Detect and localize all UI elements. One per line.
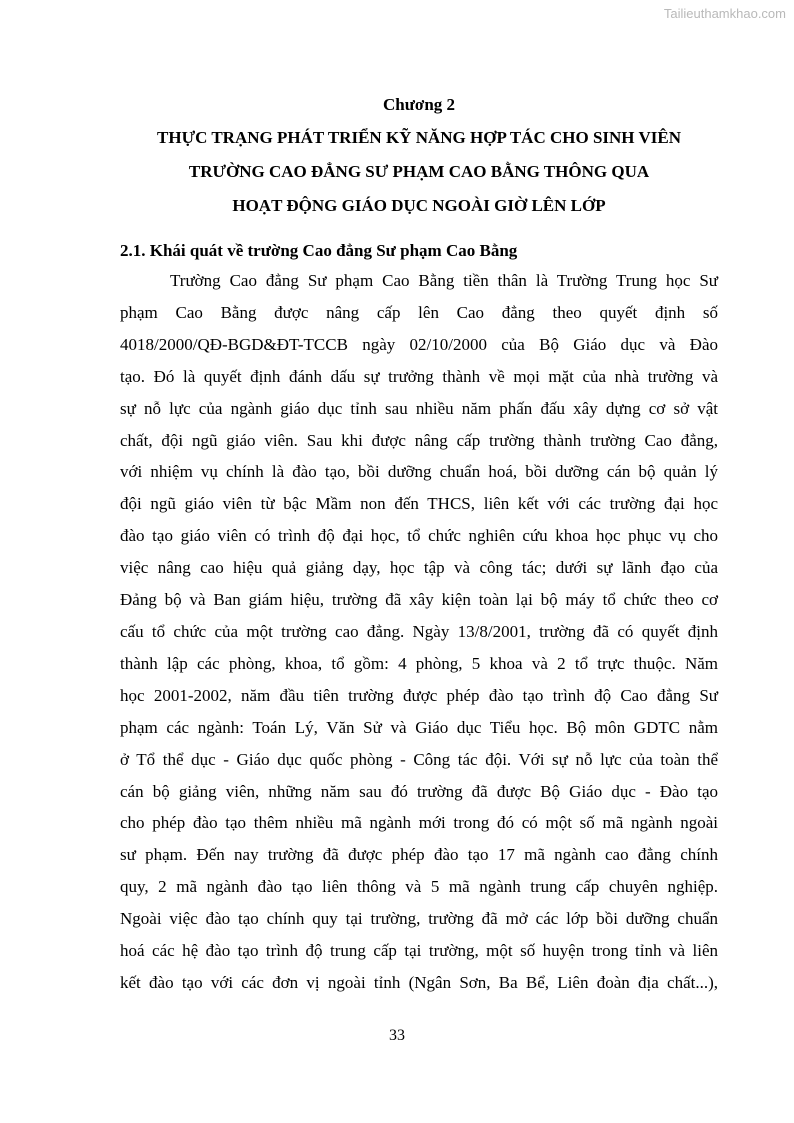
- paragraph-line: với nhiệm vụ chính là đào tạo, bồi dưỡng chuẩn hoá, bồi dưỡng cán bộ quản lý: [120, 462, 718, 482]
- paragraph-line: cán bộ giảng viên, những năm sau đó trường đã được Bộ Giáo dục - Đào tạo: [120, 781, 718, 801]
- watermark: Tailieuthamkhao.com: [663, 6, 786, 21]
- paragraph-line: chất, đội ngũ giáo viên. Sau khi được nâng cấp trường thành trường Cao đẳng,: [120, 430, 718, 450]
- chapter-title-line: TRƯỜNG CAO ĐẲNG SƯ PHẠM CAO BẰNG THÔNG QUA: [188, 162, 650, 181]
- paragraph-line: thành lập các phòng, khoa, tổ gồm: 4 phòng, 5 khoa và 2 tổ trực thuộc. Năm: [120, 653, 718, 673]
- paragraph-line: phạm Cao Bằng được nâng cấp lên Cao đẳng theo quyết định số: [120, 302, 718, 322]
- paragraph-line: phạm các ngành: Toán Lý, Văn Sử và Giáo dục Tiểu học. Bộ môn GDTC nằm: [120, 717, 718, 737]
- document-page: [120, 93, 718, 999]
- paragraph-line: việc nâng cao hiệu quả giảng dạy, học tập và công tác; dưới sự lãnh đạo của: [120, 558, 718, 578]
- paragraph-line: sự nỗ lực của ngành giáo dục tỉnh sau nhiều năm phấn đấu xây dựng cơ sở vật: [120, 398, 718, 418]
- paragraph-line: Đảng bộ và Ban giám hiệu, trường đã xây kiện toàn lại bộ máy tổ chức theo cơ: [120, 590, 718, 610]
- paragraph-line: đội ngũ giáo viên từ bậc Mầm non đến THCS, liên kết với các trường đại học: [120, 494, 718, 514]
- section-heading: 2.1. Khái quát về trường Cao đẳng Sư phạm Cao Bằng: [120, 241, 518, 260]
- paragraph-line: quy, 2 mã ngành đào tạo liên thông và 5 mã ngành trung cấp chuyên nghiệp.: [120, 877, 718, 897]
- paragraph-line: ở Tổ thể dục - Giáo dục quốc phòng - Công tác đội. Với sự nỗ lực của toàn thể: [120, 749, 718, 769]
- paragraph-line: Trường Cao đẳng Sư phạm Cao Bằng tiền thân là Trường Trung học Sư: [170, 271, 718, 290]
- paragraph-line: 4018/2000/QĐ-BGD&ĐT-TCCB ngày 02/10/2000 của Bộ Giáo dục và Đào: [120, 334, 718, 354]
- paragraph-line: Ngoài việc đào tạo chính quy tại trường, trường đã mở các lớp bồi dưỡng chuẩn: [120, 909, 718, 929]
- paragraph-line: đào tạo giáo viên có trình độ đại học, tổ chức nghiên cứu khoa học phục vụ cho: [120, 526, 718, 546]
- paragraph-line: hoá các hệ đào tạo trình độ trung cấp tại trường, một số huyện trong tỉnh và liên: [120, 941, 718, 961]
- paragraph-line: học 2001-2002, năm đầu tiên trường được phép đào tạo trình độ Cao đẳng Sư: [120, 685, 718, 705]
- chapter-title-line: THỰC TRẠNG PHÁT TRIỂN KỸ NĂNG HỢP TÁC CHO SINH VIÊN: [157, 128, 681, 147]
- paragraph-line: cho phép đào tạo thêm nhiều mã ngành mới trong đó có một số mã ngành ngoài: [120, 813, 718, 833]
- paragraph-line: cấu tổ chức của một trường cao đẳng. Ngày 13/8/2001, trường đã có quyết định: [120, 621, 718, 641]
- paragraph-line: kết đào tạo với các đơn vị ngoài tỉnh (Ngân Sơn, Ba Bể, Liên đoàn địa chất...),: [120, 972, 718, 992]
- chapter-title-line: HOẠT ĐỘNG GIÁO DỤC NGOÀI GIỜ LÊN LỚP: [232, 196, 606, 215]
- chapter-title: [120, 121, 718, 223]
- page-number: 33: [389, 1027, 405, 1044]
- paragraph-line: sư phạm. Đến nay trường đã được phép đào tạo 17 mã ngành cao đẳng chính: [120, 845, 718, 865]
- chapter-heading: Chương 2: [382, 95, 456, 114]
- paragraph-line: tạo. Đó là quyết định đánh dấu sự trưởng thành về mọi mặt của nhà trường và: [120, 366, 718, 386]
- body-paragraph: [120, 265, 718, 999]
